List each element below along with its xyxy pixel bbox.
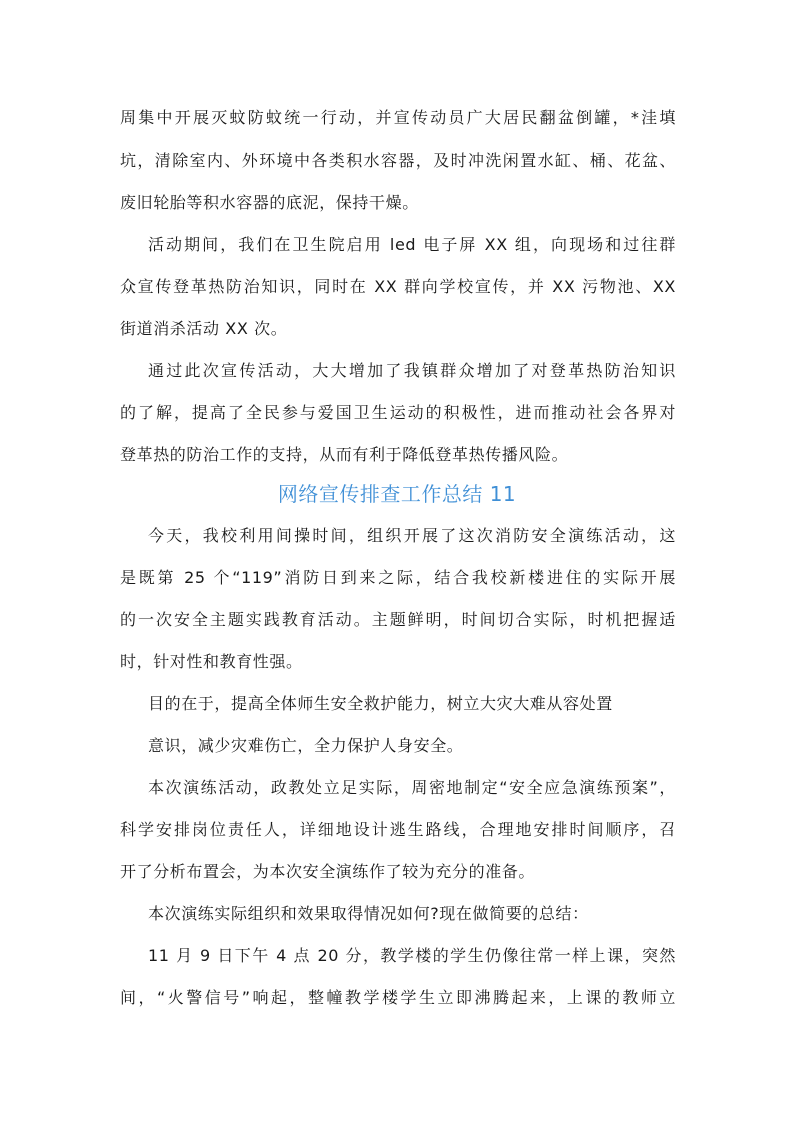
text-line: 活动期间，我们在卫生院启用 led 电子屏 XX 组，向现场和过往群 — [148, 235, 676, 254]
text-line: 街道消杀活动 XX 次。 — [120, 319, 288, 338]
text-line: 众宣传登革热防治知识，同时在 XX 群向学校宣传，并 XX 污物池、XX — [120, 277, 676, 296]
text-line: 通过此次宣传活动，大大增加了我镇群众增加了对登革热防治知识 — [148, 361, 676, 380]
text-line: 的了解，提高了全民参与爱国卫生运动的积极性，进而推动社会各界对 — [120, 403, 676, 422]
text-line: 坑，清除室内、外环境中各类积水容器，及时冲洗闲置水缸、桶、花盆、 — [120, 151, 676, 170]
text-line: 开了分析布置会，为本次安全演练作了较为充分的准备。 — [120, 862, 536, 881]
text-line: 登革热的防治工作的支持，从而有利于降低登革热传播风险。 — [120, 445, 569, 464]
text-line: 周集中开展灭蚊防蚊统一行动，并宣传动员广大居民翻盆倒罐，*洼填 — [120, 108, 676, 127]
text-line: 科学安排岗位责任人，详细地设计逃生路线，合理地安排时间顺序，召 — [120, 820, 676, 839]
text-line: 目的在于，提高全体师生安全救护能力，树立大灾大难从容处置 — [148, 694, 613, 713]
text-line: 废旧轮胎等积水容器的底泥，保持干燥。 — [120, 193, 419, 212]
text-line: 的一次安全主题实践教育活动。主题鲜明，时间切合实际，时机把握适 — [120, 610, 676, 629]
text-line: 意识，减少灾难伤亡，全力保护人身安全。 — [148, 736, 464, 755]
section-heading: 网络宣传排查工作总结 11 — [277, 482, 517, 506]
text-line: 本次演练活动，政教处立足实际，周密地制定“安全应急演练预案”， — [148, 778, 676, 797]
text-line: 11 月 9 日下午 4 点 20 分，教学楼的学生仍像往常一样上课，突然 — [148, 946, 676, 965]
text-line: 是既第 25 个“119”消防日到来之际，结合我校新楼进住的实际开展 — [120, 568, 676, 587]
text-line: 间，“火警信号”响起，整幢教学楼学生立即沸腾起来，上课的教师立 — [120, 988, 676, 1007]
text-line: 今天，我校利用间操时间，组织开展了这次消防安全演练活动，这 — [148, 526, 676, 545]
text-line: 时，针对性和教育性强。 — [120, 652, 303, 671]
text-line: 本次演练实际组织和效果取得情况如何?现在做简要的总结： — [148, 904, 589, 923]
